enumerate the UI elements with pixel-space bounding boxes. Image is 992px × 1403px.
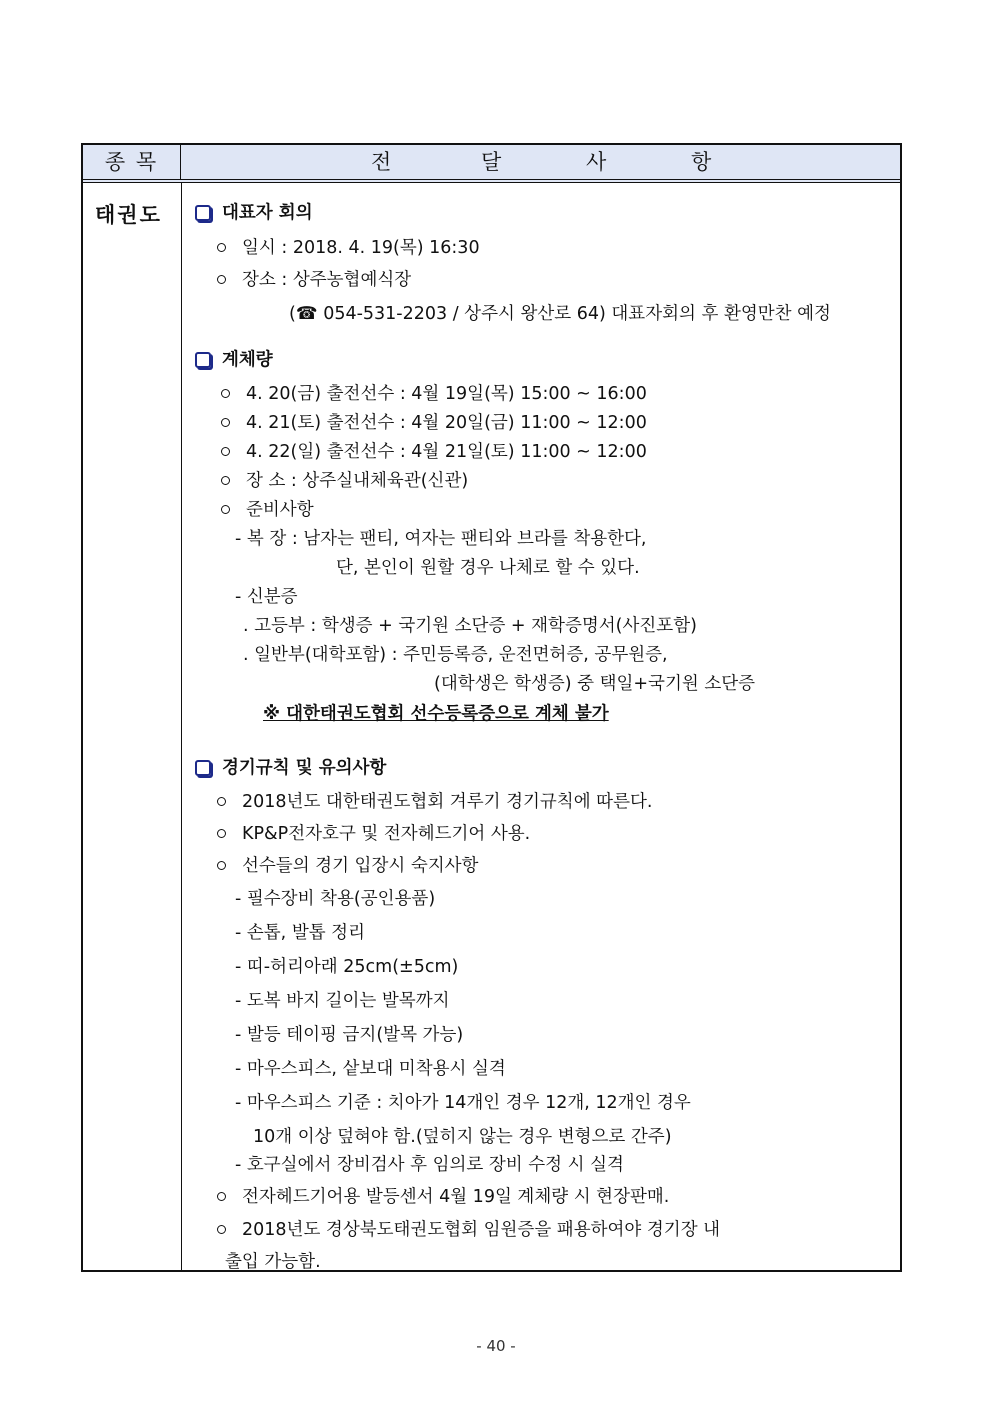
list-item: (대학생은 학생증) 중 택일+국기원 소단증 [434, 674, 756, 694]
list-item: - 마우스피스, 샅보대 미착용시 실격 [235, 1059, 506, 1079]
list-item: 4. 22(일) 출전선수 : 4월 21일(토) 11:00 ~ 12:00 [221, 441, 647, 463]
list-item: 준비사항 [221, 499, 314, 521]
list-item: - 마우스피스 기준 : 치아가 14개인 경우 12개, 12개인 경우 [235, 1093, 691, 1113]
list-item: 장 소 : 상주실내체육관(신관) [221, 470, 468, 492]
list-item: 4. 21(토) 출전선수 : 4월 20일(금) 11:00 ~ 12:00 [221, 412, 647, 434]
page-number: - 40 - [476, 1337, 516, 1355]
list-item: - 호구실에서 장비검사 후 임의로 장비 수정 시 실격 [235, 1155, 624, 1175]
list-item: - 도복 바지 길이는 발목까지 [235, 991, 450, 1011]
circle-bullet-icon [221, 505, 230, 514]
section-title-weighin: 계체량 [195, 349, 273, 371]
table-header [83, 145, 900, 183]
checkbox-bullet-icon [195, 760, 211, 776]
list-item: - 필수장비 착용(공인용품) [235, 889, 436, 909]
list-item: 10개 이상 덮혀야 함.(덮히지 않는 경우 변형으로 간주) [253, 1127, 672, 1147]
list-item: 2018년도 경상북도태권도협회 임원증을 패용하여야 경기장 내 [217, 1219, 720, 1241]
circle-bullet-icon [217, 861, 226, 870]
column-divider [181, 183, 182, 1270]
list-item: 전자헤드기어용 발등센서 4월 19일 계체량 시 현장판매. [217, 1186, 669, 1208]
list-item: - 신분증 [235, 587, 298, 607]
notice-table [81, 143, 902, 1272]
list-item: KP&P전자호구 및 전자헤드기어 사용. [217, 823, 530, 845]
circle-bullet-icon [217, 275, 226, 284]
list-item: - 띠-허리아래 25cm(±5cm) [235, 957, 459, 977]
circle-bullet-icon [217, 1225, 226, 1234]
circle-bullet-icon [217, 243, 226, 252]
section-title-meeting: 대표자 회의 [195, 202, 313, 224]
circle-bullet-icon [221, 418, 230, 427]
list-item: 장소 : 상주농협예식장 [217, 269, 411, 291]
sport-name: 태권도 [95, 203, 162, 227]
list-item: - 복 장 : 남자는 팬티, 여자는 팬티와 브라를 착용한다, [235, 529, 647, 549]
list-item: 선수들의 경기 입장시 숙지사항 [217, 855, 478, 877]
warning-note: ※ 대한태권도협회 선수등록증으로 계체 불가 [263, 704, 609, 724]
checkbox-bullet-icon [195, 205, 211, 221]
header-char: 전 [371, 150, 392, 174]
checkbox-bullet-icon [195, 352, 211, 368]
list-item: 4. 20(금) 출전선수 : 4월 19일(목) 15:00 ~ 16:00 [221, 383, 647, 405]
list-item: . 일반부(대학포함) : 주민등록증, 운전면허증, 공무원증, [243, 645, 668, 665]
circle-bullet-icon [221, 476, 230, 485]
list-item: - 손톱, 발톱 정리 [235, 923, 365, 943]
circle-bullet-icon [217, 829, 226, 838]
list-item: 2018년도 대한태권도협회 겨루기 경기규칙에 따른다. [217, 791, 652, 813]
section-title-rules: 경기규칙 및 유의사항 [195, 757, 386, 779]
circle-bullet-icon [221, 447, 230, 456]
list-item: 단, 본인이 원할 경우 나체로 할 수 있다. [336, 558, 640, 578]
list-item: 출입 가능함. [225, 1252, 321, 1272]
header-notice-label [181, 145, 900, 179]
header-event-label: 종 목 [83, 145, 181, 179]
list-item: - 발등 테이핑 금지(발목 가능) [235, 1025, 464, 1045]
list-item: 일시 : 2018. 4. 19(목) 16:30 [217, 237, 480, 259]
circle-bullet-icon [217, 797, 226, 806]
header-char: 달 [481, 150, 502, 174]
header-char: 항 [691, 150, 712, 174]
header-char: 사 [586, 150, 607, 174]
list-item: . 고등부 : 학생증 + 국기원 소단증 + 재학증명서(사진포함) [243, 616, 697, 636]
circle-bullet-icon [217, 1192, 226, 1201]
circle-bullet-icon [221, 389, 230, 398]
list-item: (☎ 054-531-2203 / 상주시 왕산로 64) 대표자회의 후 환영만찬 예정 [289, 304, 831, 324]
